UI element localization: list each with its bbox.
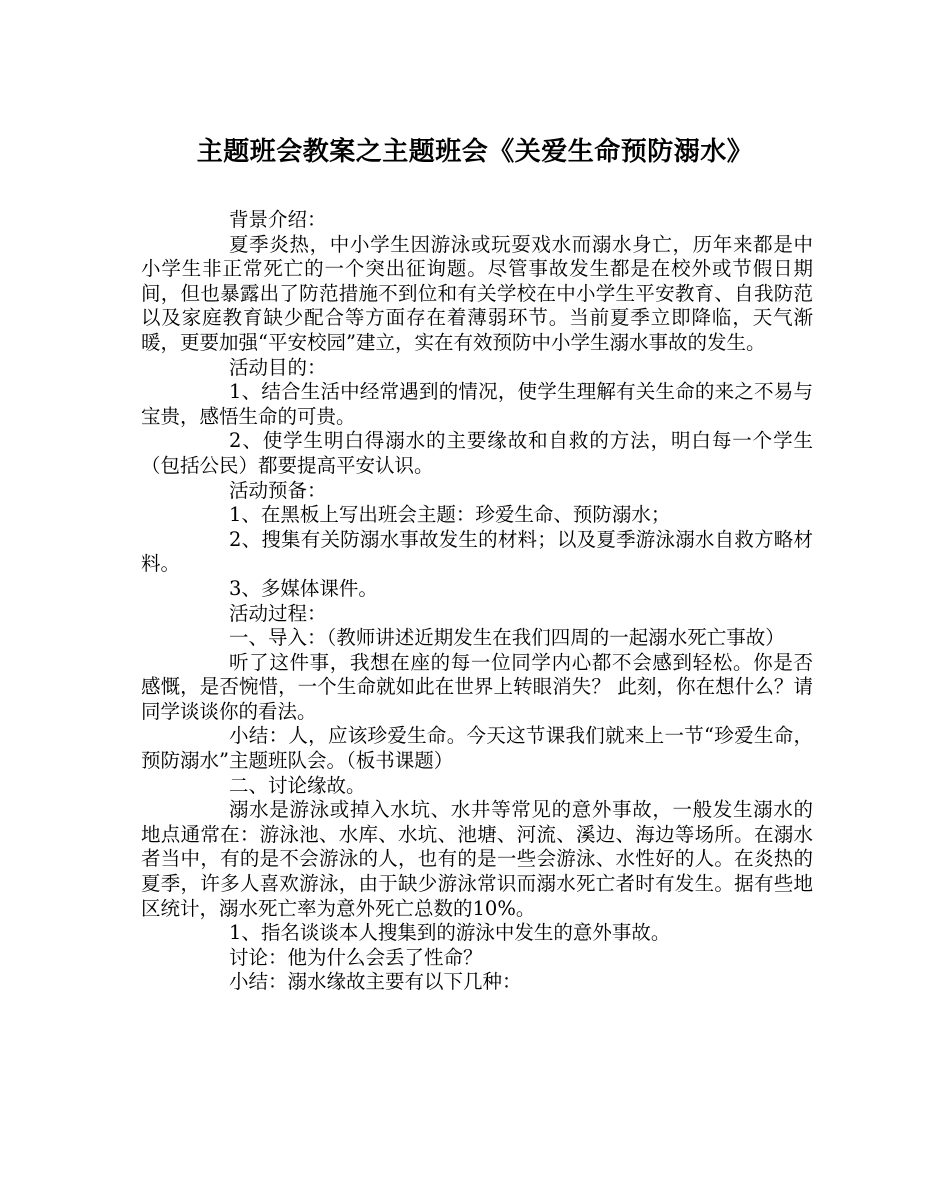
- paragraph: 溺水是游泳或掉入水坑、水井等常见的意外事故，一般发生溺水的地点通常在：游泳池、水库、水坑、池塘、河流、溪边、海边等场所。在溺水者当中，有的是不会游泳的人，也有的是一些会游泳、水性好的人。在炎热的夏季，许多人喜欢游泳，由于缺少游泳常识而溺水死亡者时有发生。据有些地区统计，溺水死亡率为意外死亡总数的10%。: [141, 798, 813, 920]
- paragraph: 1、结合生活中经常遇到的情况，使学生理解有关生命的来之不易与宝贵，感悟生命的可贵。: [141, 380, 813, 428]
- paragraph: 小结：人，应该珍爱生命。今天这节课我们就来上一节“珍爱生命，预防溺水”主题班队会。（板书课题）: [141, 724, 813, 773]
- paragraph: 小结：溺水缘故主要有以下几种：: [229, 970, 522, 994]
- paragraph: 讨论：他为什么会丢了性命？: [229, 945, 483, 969]
- paragraph: 2、使学生明白得溺水的主要缘故和自救的方法，明白每一个学生（包括公民）都要提高平安认识。: [141, 429, 813, 477]
- paragraph: 1、在黑板上写出班会主题：珍爱生命、预防溺水；: [229, 503, 671, 527]
- paragraph: 活动过程：: [229, 601, 327, 625]
- paragraph: 夏季炎热，中小学生因游泳或玩耍戏水而溺水身亡，历年来都是中小学生非正常死亡的一个突出征询题。尽管事故发生都是在校外或节假日期间，但也暴露出了防范措施不到位和有关学校在中小学生平安教育、自我防范以及家庭教育缺少配合等方面存在着薄弱环节。当前夏季立即降临，天气渐暖，更要加强“平安校园”建立，实在有效预防中小学生溺水事故的发生。: [141, 232, 813, 354]
- document-title: 主题班会教案之主题班会《关爱生命预防溺水》: [196, 137, 754, 167]
- paragraph: 1、指名谈谈本人搜集到的游泳中发生的意外事故。: [229, 921, 671, 945]
- paragraph: 活动预备：: [229, 478, 327, 502]
- paragraph: 活动目的：: [229, 355, 327, 379]
- paragraph: 背景介绍：: [229, 208, 327, 231]
- paragraph: 二、讨论缘故。: [229, 773, 366, 797]
- document-body: [141, 208, 813, 995]
- paragraph: 一、导入：（教师讲述近期发生在我们四周的一起溺水死亡事故）: [229, 626, 785, 650]
- paragraph: 2、搜集有关防溺水事故发生的材料；以及夏季游泳溺水自救方略材料。: [141, 527, 813, 576]
- paragraph: 3、多媒体课件。: [229, 576, 378, 600]
- paragraph: 听了这件事，我想在座的每一位同学内心都不会感到轻松。你是否感慨，是否惋惜，一个生命就如此在世界上转眼消失？ 此刻，你在想什么？请同学谈谈你的看法。: [141, 650, 813, 723]
